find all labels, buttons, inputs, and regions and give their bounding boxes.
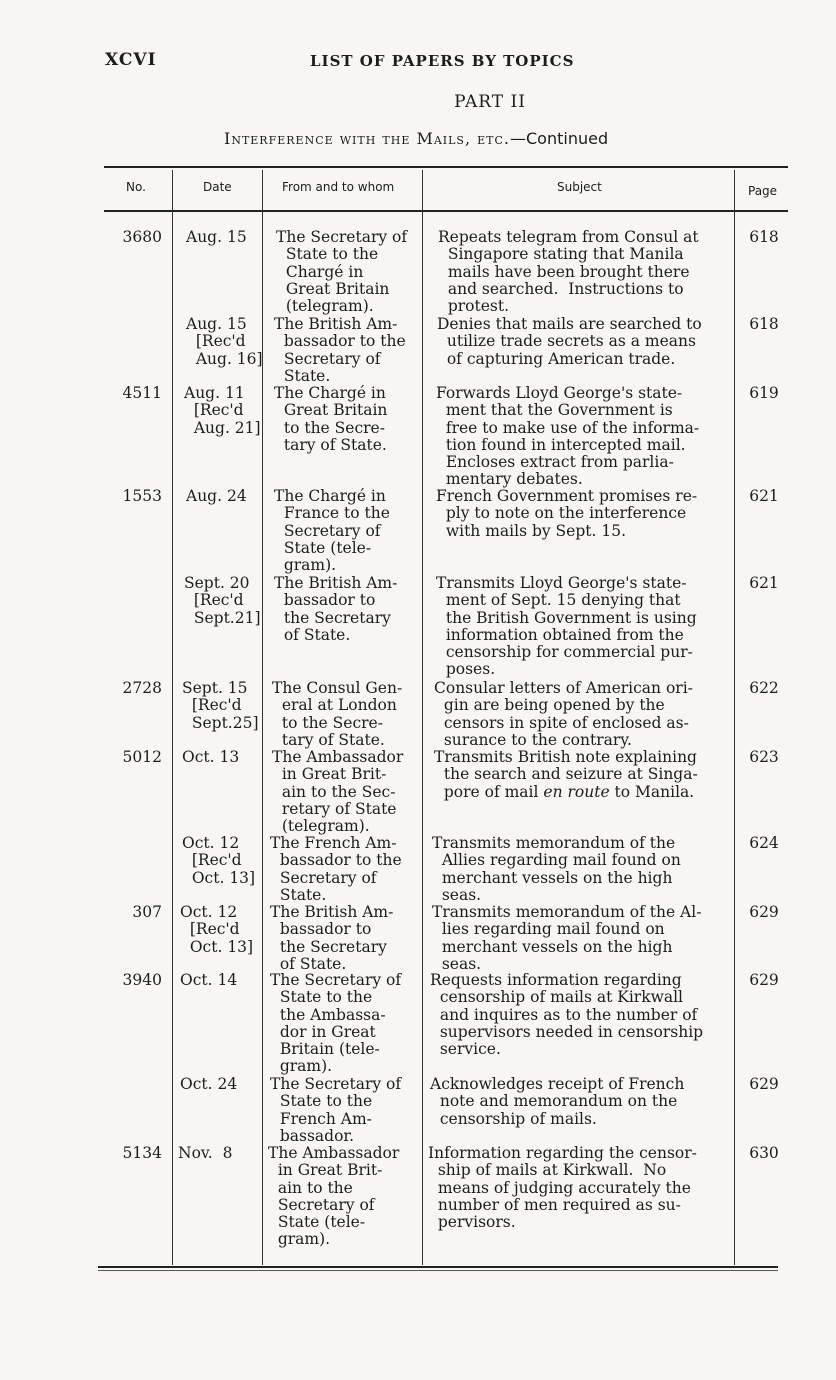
row-subject [434,749,732,801]
row-subject: Acknowledges receipt of French note and memorandum on the censorship of mails. [430,1075,685,1128]
table-bottom-rule-thin [98,1270,778,1271]
row-page: 618 [749,228,779,246]
row-number: 3680 [122,228,162,246]
column-header-from: From and to whom [282,180,395,194]
row-page: 618 [749,315,779,333]
row-date: Oct. 14 [180,971,238,989]
row-subject: Transmits memorandum of the Al- lies regarding mail found on merchant vessels on the high seas. [432,903,702,973]
table-top-rule [104,166,788,168]
row-from-to: The Chargé in Great Britain to the Secre- tary of State. [274,384,388,454]
row-subject: French Government promises re- ply to note on the interference with mails by Sept. 15. [436,487,698,540]
row-page: 630 [749,1144,779,1162]
row-subject: Information regarding the censor- ship of mails at Kirkwall. No means of judging accurately the number of men required as su- pervisors. [428,1144,697,1232]
section-title-continued: —Continued [510,129,609,148]
column-header-date: Date [203,180,232,194]
row-from-to: The British Am- bassador to the Secretary of State. [270,903,394,973]
row-from-to: The French Am- bassador to the Secretary of State. [270,834,402,904]
page-folio: XCVI [105,50,157,70]
row-date: Aug. 11 [Rec'd Aug. 21] [184,384,261,437]
row-date: Oct. 12 [Rec'd Oct. 13] [182,834,256,887]
running-title: LIST OF PAPERS BY TOPICS [310,52,575,70]
running-header [105,50,785,74]
row-date: Nov. 8 [178,1144,233,1162]
row-date: Sept. 20 [Rec'd Sept.21] [184,574,261,627]
row-subject-text-end: to Manila. [609,782,695,801]
row-number: 307 [132,903,162,921]
row-date: Aug. 15 [186,228,247,246]
row-subject-text: Transmits British note explaining the search and seizure at Singa- pore of mail [434,748,698,801]
row-from-to: The Secretary of State to the Chargé in Great Britain (telegram). [276,228,408,316]
row-page: 624 [749,834,779,852]
row-page: 619 [749,384,779,402]
row-from-to: The Ambassador in Great Brit- ain to the Sec- retary of State (telegram). [272,748,404,836]
row-number: 5134 [122,1144,162,1162]
column-header-no: No. [126,180,146,194]
row-page: 621 [749,574,779,592]
section-title [224,129,608,148]
row-subject: Transmits memorandum of the Allies regarding mail found on merchant vessels on the high seas. [432,834,681,904]
row-date: Oct. 13 [182,748,240,766]
row-subject: Transmits Lloyd George's state- ment of Sept. 15 denying that the British Government is using information obtained from the censorship for commercial pur- poses. [436,574,697,679]
column-divider [172,170,173,1265]
row-subject: Requests information regarding censorship of mails at Kirkwall and inquires as to the number of supervisors needed in censorship service. [430,971,704,1059]
row-page: 623 [749,748,779,766]
row-from-to: The British Am- bassador to the Secretary of State. [274,574,398,644]
part-title: PART II [454,92,526,112]
row-subject: Denies that mails are searched to utilize trade secrets as a means of capturing American trade. [437,315,702,368]
row-page: 629 [749,1075,779,1093]
row-page: 622 [749,679,779,697]
row-number: 4511 [122,384,162,402]
row-page: 629 [749,971,779,989]
row-number: 2728 [122,679,162,697]
row-number: 5012 [122,748,162,766]
row-date: Sept. 15 [Rec'd Sept.25] [182,679,259,732]
row-subject: Forwards Lloyd George's state- ment that the Government is free to make use of the informa- tion found in intercepted mail. Encloses extract from parlia- mentary debates. [436,384,700,489]
row-from-to: The Chargé in France to the Secretary of State (tele- gram). [274,487,390,575]
section-title-main: Interference with the Mails, etc. [224,129,510,148]
row-number: 3940 [122,971,162,989]
table-header-rule [104,210,788,212]
column-header-subject: Subject [557,180,602,194]
row-date: Aug. 24 [186,487,247,505]
row-page: 621 [749,487,779,505]
table-bottom-rule [98,1266,778,1268]
row-page: 629 [749,903,779,921]
row-subject: Repeats telegram from Consul at Singapore stating that Manila mails have been brought there and searched. Instructions to protest. [438,228,699,316]
row-from-to: The Ambassador in Great Brit- ain to the Secretary of State (tele- gram). [268,1144,400,1249]
row-subject: Consular letters of American ori- gin are being opened by the censors in spite of enclosed as- surance to the contrary. [434,679,693,749]
row-date: Aug. 15 [Rec'd Aug. 16] [186,315,263,368]
row-from-to: The British Am- bassador to the Secretary of State. [274,315,406,385]
row-from-to: The Consul Gen- eral at London to the Secre- tary of State. [272,679,403,749]
row-subject-italic: en route [543,782,610,801]
row-number: 1553 [122,487,162,505]
row-date: Oct. 24 [180,1075,238,1093]
column-header-page: Page [748,184,778,198]
row-date: Oct. 12 [Rec'd Oct. 13] [180,903,254,956]
row-from-to: The Secretary of State to the French Am- bassador. [270,1075,402,1145]
row-from-to: The Secretary of State to the the Ambassa- dor in Great Britain (tele- gram). [270,971,402,1076]
